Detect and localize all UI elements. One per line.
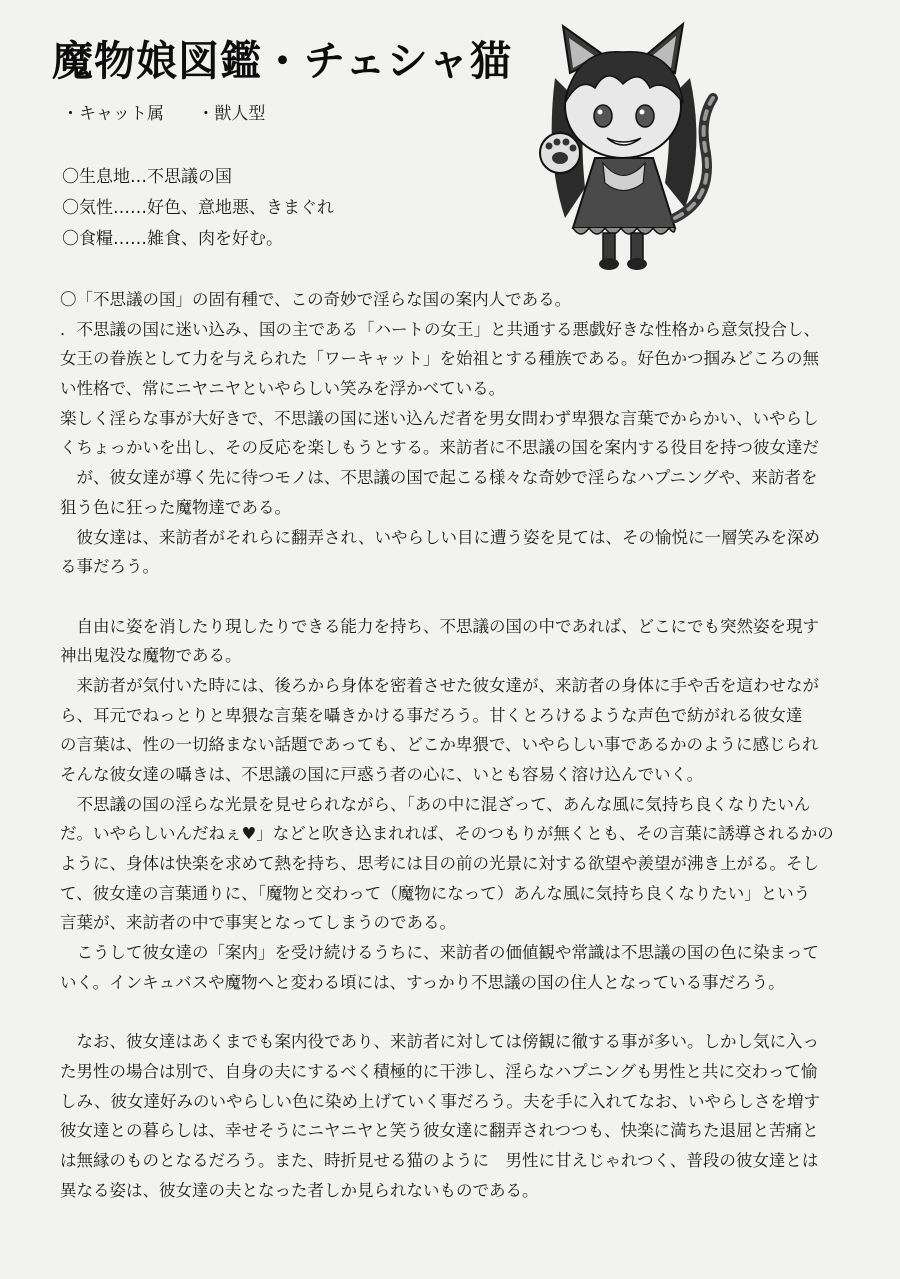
body-line: る事だろう。 xyxy=(60,557,159,577)
body-line: た男性の場合は別で、自身の夫にするべく積極的に干渉し、淫らなハプニングも男性と共に交わって愉 xyxy=(60,1061,818,1081)
classification-tags xyxy=(62,99,293,124)
body-line: 楽しく淫らな事が大好きで、不思議の国に迷い込んだ者を男女問わず卑猥な言葉でからかい、いやらし xyxy=(60,408,819,428)
attribute-habitat: 〇生息地…不思議の国 xyxy=(62,167,232,187)
body-line: くちょっかいを出し、その反応を楽しもうとする。来訪者に不思議の国を案内する役目を持つ彼女達だ xyxy=(60,438,819,458)
body-line: 神出鬼没な魔物である。 xyxy=(60,646,242,666)
body-line: しみ、彼女達好みのいやらしい色に染め上げていく事だろう。夫を手に入れてなお、いやらしさを増す xyxy=(60,1091,820,1111)
body-line: の言葉は、性の一切絡まない話題であっても、どこか卑猥で、いやらしい事であるかのように感じられ xyxy=(60,735,819,755)
body-line: は無縁のものとなるだろう。また、時折見せる猫のように 男性に甘えじゃれつく、普段の彼女達とは xyxy=(60,1150,819,1170)
body-line: 彼女達は、来訪者がそれらに翻弄され、いやらしい目に遭う姿を見ては、その愉悦に一層笑みを深め xyxy=(60,527,820,547)
body-line: 言葉が、来訪者の中で事実となってしまうのである。 xyxy=(60,913,456,933)
body-line: が、彼女達が導く先に待つモノは、不思議の国で起こる様々な奇妙で淫らなハプニングや、来訪者を xyxy=(60,468,818,488)
body-line: 不思議の国の淫らな光景を見せられながら、「あの中に混ざって、あんな風に気持ち良くなりたいん xyxy=(60,794,811,814)
body-line: いく。インキュバスや魔物へと変わる頃には、すっかり不思議の国の住人となっている事だろう。 xyxy=(60,972,785,992)
body-line: て、彼女達の言葉通りに、「魔物と交わって（魔物になって）あんな風に気持ち良くなりたい」という xyxy=(60,883,811,903)
body-line: 自由に姿を消したり現したりできる能力を持ち、不思議の国の中であれば、どこにでも突然姿を現す xyxy=(60,616,819,636)
body-line: 狙う色に狂った魔物達である。 xyxy=(60,497,291,517)
body-line: 来訪者が気付いた時には、後ろから身体を密着させた彼女達が、来訪者の身体に手や舌を這わせなが xyxy=(60,675,819,695)
body-line: ように、身体は快楽を求めて熱を持ち、思考には目の前の光景に対する欲望や羨望が沸き上がる。そし xyxy=(60,854,819,874)
tag-type: ・獣人型 xyxy=(197,104,266,124)
body-line: ら、耳元でねっとりと卑猥な言葉を囁きかける事だろう。甘くとろけるような声色で紡がれる彼女達 xyxy=(60,705,803,725)
attribute-list xyxy=(62,162,334,255)
cheshire-cat-illustration xyxy=(525,18,720,273)
blank-line xyxy=(60,998,880,1028)
body-line: 異なる姿は、彼女達の夫となった者しか見られないものである。 xyxy=(60,1180,539,1200)
page-title: 魔物娘図鑑・チェシャ猫 xyxy=(52,37,512,85)
body-line: だ。いやらしいんだねぇ♥」などと吹き込まれれば、そのつもりが無くとも、その言葉に誘導されるかの xyxy=(60,824,834,844)
body-line: い性格で、常にニヤニヤといやらしい笑みを浮かべている。 xyxy=(60,379,506,399)
attribute-diet: 〇食糧……雑食、肉を好む。 xyxy=(62,229,283,249)
tag-genus: ・キャット属 xyxy=(62,104,164,124)
body-text xyxy=(60,285,880,1205)
attribute-temperament: 〇気性……好色、意地悪、きまぐれ xyxy=(62,198,334,218)
blank-line xyxy=(60,582,880,612)
body-line: そんな彼女達の囁きは、不思議の国に戸惑う者の心に、いとも容易く溶け込んでいく。 xyxy=(60,765,704,784)
body-line: 彼女達との暮らしは、幸せそうにニヤニヤと笑う彼女達に翻弄されつつも、快楽に満ちた退屈と苦痛と xyxy=(60,1121,819,1141)
body-line: こうして彼女達の「案内」を受け続けるうちに、来訪者の価値観や常識は不思議の国の色に染まって xyxy=(60,943,819,963)
body-line: ．不思議の国に迷い込み、国の主である「ハートの女王」と共通する悪戯好きな性格から意気投合し、 xyxy=(60,319,820,339)
body-line: 〇「不思議の国」の固有種で、この奇妙で淫らな国の案内人である。 xyxy=(60,290,572,309)
body-line: 女王の眷族として力を与えられた「ワーキャット」を始祖とする種族である。好色かつ掴みどころの無 xyxy=(60,349,819,369)
body-line: なお、彼女達はあくまでも案内役であり、来訪者に対しては傍観に徹する事が多い。しかし気に入っ xyxy=(60,1032,819,1052)
